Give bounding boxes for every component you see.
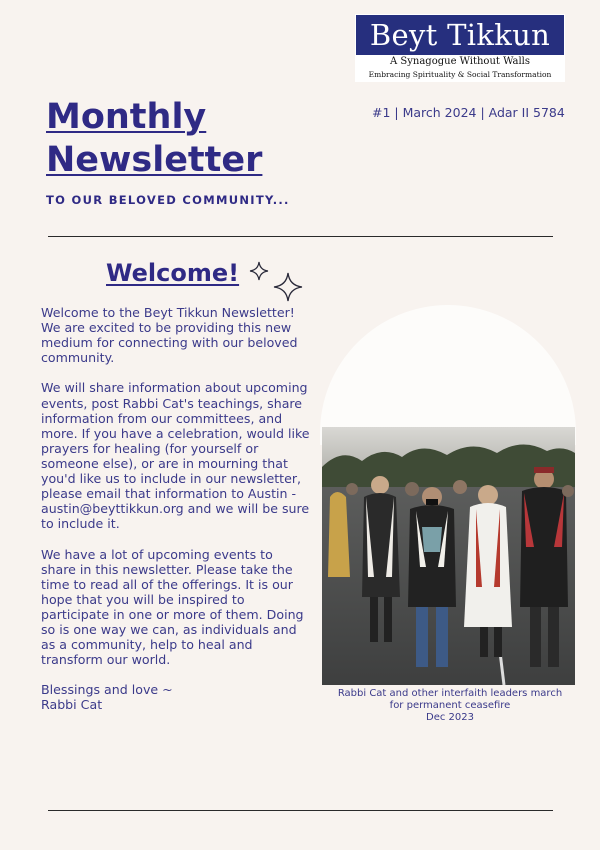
signoff-line: Blessings and love ~ [41, 682, 173, 698]
divider-bottom [48, 810, 553, 811]
caption-line: Rabbi Cat and other interfaith leaders march [337, 688, 563, 699]
photo-frame [320, 305, 576, 685]
welcome-paragraph: We will share information about upcoming events, post Rabbi Cat's teachings, share information from our committees, and more. If you have a celebration, would like prayers for healing (for yourself or someone else), or are in mourning that you'd like us to include in our newsletter, please email that information to Austin - austin@beyttikkun.org and we will be sure to include it. [41, 380, 310, 532]
welcome-paragraph: Welcome to the Beyt Tikkun Newsletter! We are excited to be providing this new medium for connecting with our beloved community. [41, 305, 298, 366]
logo-name: Beyt Tikkun [356, 15, 564, 55]
sparkle-icon [249, 261, 269, 281]
caption-line: for permanent ceasefire [389, 700, 511, 711]
march-photo [322, 427, 575, 685]
march-photo-illustration [322, 427, 575, 685]
welcome-heading: Welcome! [106, 259, 240, 287]
photo-glow [320, 305, 576, 445]
sparkle-icon [273, 272, 303, 302]
logo-tagline: A Synagogue Without Walls [390, 56, 530, 67]
logo-motto: Embracing Spirituality & Social Transformation [368, 70, 552, 79]
welcome-paragraph: We have a lot of upcoming events to share in this newsletter. Please take the time to read all of the offerings. It is our hope that you will be inspired to participate in one or more of them. Doing so is one way we can, as individuals and as a community, help to heal and transform our world. [41, 546, 304, 668]
logo [355, 14, 565, 82]
divider-top [48, 236, 553, 237]
caption-date: Dec 2023 [426, 712, 474, 723]
issue-info: #1 | March 2024 | Adar II 5784 [372, 105, 565, 120]
page-title: Monthly Newsletter [46, 97, 263, 180]
welcome-body [41, 305, 311, 713]
subtitle: TO OUR BELOVED COMMUNITY... [46, 193, 290, 207]
photo-caption [320, 688, 580, 724]
signoff-name: Rabbi Cat [41, 697, 103, 713]
